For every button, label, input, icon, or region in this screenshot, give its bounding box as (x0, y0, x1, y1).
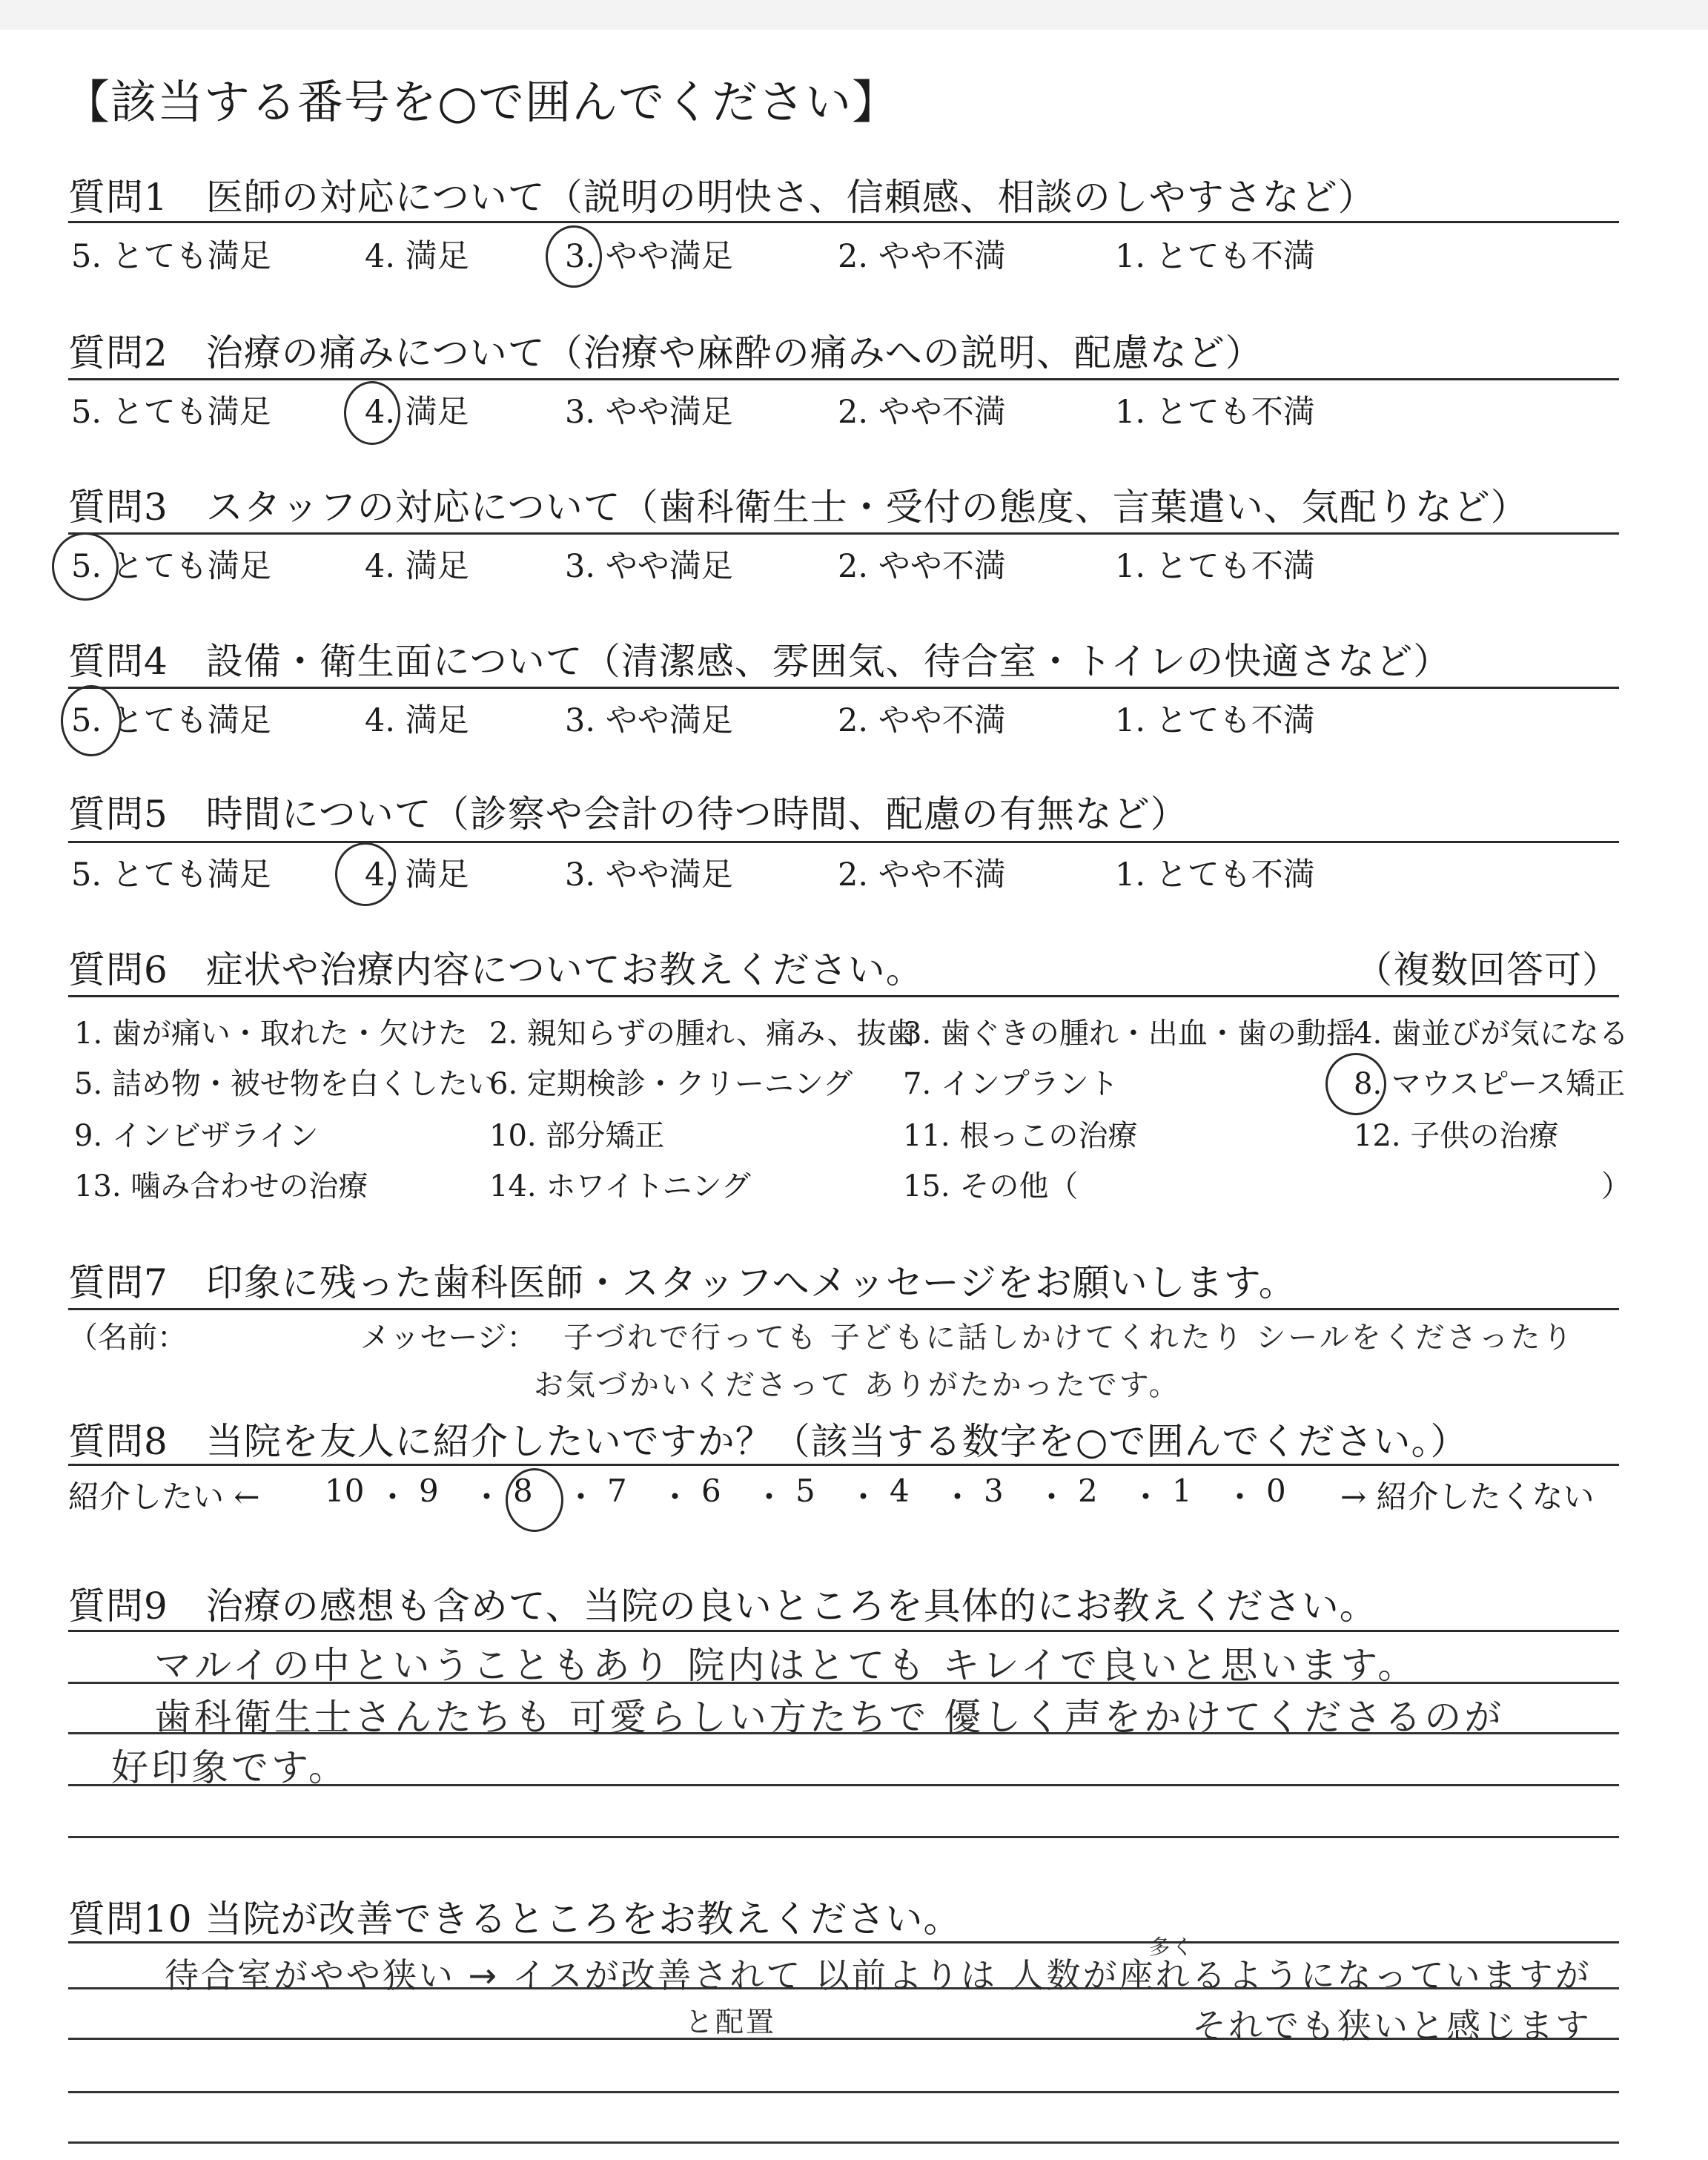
q8-selection-circle (506, 1468, 563, 1532)
q8-number-10[interactable]: 10 (325, 1473, 365, 1509)
q8-left-label: 紹介したい ← (68, 1479, 260, 1515)
q10-answer-line-3 (68, 2091, 1619, 2093)
q8-separator-dot: ・ (847, 1479, 879, 1516)
q3-option-4[interactable]: 4. 満足 (365, 548, 469, 585)
q6-option-4[interactable]: 4. 歯並びが気になる (1354, 1017, 1629, 1051)
q10-answer-text-1[interactable]: 待合室がやや狭い → イスが改善されて 以前よりは 人数が座れるようになっていますが (165, 1955, 1592, 1995)
q8-number-1[interactable]: 1 (1172, 1473, 1192, 1509)
q9-answer-text-2[interactable]: 歯科衛生士さんたちも 可愛らしい方たちで 優しく声をかけてくださるのが (154, 1696, 1505, 1739)
scan-top-band (0, 0, 1708, 30)
q6-option-11[interactable]: 11. 根っこの治療 (903, 1119, 1138, 1153)
q6-option-13[interactable]: 13. 噛み合わせの治療 (74, 1169, 368, 1203)
q8-number-6[interactable]: 6 (701, 1473, 721, 1509)
q9-answer-text-3[interactable]: 好印象です。 (111, 1746, 348, 1789)
q1-option-4[interactable]: 4. 満足 (365, 238, 469, 275)
q6-option-6[interactable]: 6. 定期検診・クリーニング (489, 1067, 853, 1101)
question-9-title: 質問9 治療の感想も含めて、当院の良いところを具体的にお教えください。 (68, 1585, 1377, 1628)
q3-option-1[interactable]: 1. とても不満 (1115, 548, 1315, 585)
q4-option-1[interactable]: 1. とても不満 (1115, 702, 1315, 739)
q8-number-7[interactable]: 7 (607, 1473, 627, 1509)
q2-option-5[interactable]: 5. とても満足 (71, 394, 271, 431)
question-10-title: 質問10 当院が改善できるところをお教えください。 (68, 1898, 961, 1941)
question-4-title: 質問4 設備・衛生面について（清潔感、雰囲気、待合室・トイレの快適さなど） (68, 640, 1452, 683)
q8-number-3[interactable]: 3 (984, 1473, 1004, 1509)
q10-answer-text-2[interactable]: それでも狭いと感じます (1192, 2006, 1592, 2046)
question-8-rule (68, 1464, 1619, 1466)
q6-option-8[interactable]: 8. マウスピース矯正 (1354, 1067, 1626, 1101)
q1-option-1[interactable]: 1. とても不満 (1115, 238, 1315, 275)
q3-selection-circle (52, 532, 119, 601)
q2-option-4[interactable]: 4. 満足 (365, 394, 469, 431)
question-6-rule (68, 995, 1619, 997)
q7-message-label: メッセージ： (360, 1321, 537, 1355)
q6-option-15-close: ） (1601, 1169, 1631, 1203)
q4-option-4[interactable]: 4. 満足 (365, 702, 469, 739)
q10-answer-line-4 (68, 2141, 1619, 2144)
q1-option-3[interactable]: 3. やや満足 (565, 238, 733, 275)
question-1-rule (68, 221, 1619, 223)
question-10-rule (68, 1941, 1619, 1943)
q8-separator-dot: ・ (753, 1479, 785, 1516)
q6-option-2[interactable]: 2. 親知らずの腫れ、痛み、抜歯 (489, 1017, 916, 1051)
q8-separator-dot: ・ (471, 1479, 503, 1516)
q2-option-1[interactable]: 1. とても不満 (1115, 394, 1315, 431)
q7-message-line-1[interactable]: 子づれで行っても 子どもに話しかけてくれたり シールをくださったり (563, 1321, 1575, 1355)
q4-selection-circle (61, 685, 122, 756)
q8-number-4[interactable]: 4 (890, 1473, 910, 1509)
q5-option-5[interactable]: 5. とても満足 (71, 856, 271, 894)
q1-option-2[interactable]: 2. やや不満 (838, 238, 1006, 275)
question-2-rule (68, 378, 1619, 380)
q6-option-12[interactable]: 12. 子供の治療 (1354, 1119, 1559, 1153)
q8-separator-dot: ・ (1224, 1479, 1256, 1516)
question-7-title: 質問7 印象に残った歯科医師・スタッフへメッセージをお願いします。 (68, 1261, 1297, 1304)
q8-number-8[interactable]: 8 (513, 1473, 533, 1509)
q8-separator-dot: ・ (1130, 1479, 1162, 1516)
q3-option-3[interactable]: 3. やや満足 (565, 548, 733, 585)
question-8-title: 質問8 当院を友人に紹介したいですか？（該当する数字を○で囲んでください。） (68, 1420, 1469, 1463)
q10-caret-note: と配置 (685, 2006, 777, 2038)
q5-option-1[interactable]: 1. とても不満 (1115, 856, 1315, 894)
question-5-title: 質問5 時間について（診察や会計の待つ時間、配慮の有無など） (68, 793, 1188, 836)
question-3-title: 質問3 スタッフの対応について（歯科衛生士・受付の態度、言葉遣い、気配りなど） (68, 486, 1529, 529)
q4-option-2[interactable]: 2. やや不満 (838, 702, 1006, 739)
q4-option-5[interactable]: 5. とても満足 (71, 702, 271, 739)
q6-option-9[interactable]: 9. インビザライン (74, 1119, 319, 1153)
q8-right-label: → 紹介したくない (1340, 1479, 1595, 1515)
q2-selection-circle (344, 381, 400, 445)
question-3-rule (68, 532, 1619, 535)
q2-option-3[interactable]: 3. やや満足 (565, 394, 733, 431)
q6-option-1[interactable]: 1. 歯が痛い・取れた・欠けた (74, 1017, 468, 1051)
page-title: 【該当する番号を○で囲んでください】 (64, 75, 899, 129)
q9-answer-line-4 (68, 1836, 1619, 1838)
q6-option-10[interactable]: 10. 部分矯正 (489, 1119, 665, 1153)
question-6-note: （複数回答可） (1355, 948, 1620, 991)
q10-above-note: 多く (1149, 1935, 1196, 1959)
q4-option-3[interactable]: 3. やや満足 (565, 702, 733, 739)
q2-option-2[interactable]: 2. やや不満 (838, 394, 1006, 431)
question-7-rule (68, 1308, 1619, 1310)
question-1-title: 質問1 医師の対応について（説明の明快さ、信頼感、相談のしやすさなど） (68, 176, 1376, 219)
q5-option-2[interactable]: 2. やや不満 (838, 856, 1006, 894)
q3-option-5[interactable]: 5. とても満足 (71, 548, 271, 585)
q5-option-4[interactable]: 4. 満足 (365, 856, 469, 894)
q9-answer-text-1[interactable]: マルイの中ということもあり 院内はとても キレイで良いと思います。 (154, 1644, 1418, 1687)
q6-selection-circle (1325, 1053, 1386, 1115)
question-9-rule (68, 1630, 1619, 1632)
q1-option-5[interactable]: 5. とても満足 (71, 238, 271, 275)
q8-separator-dot: ・ (941, 1479, 973, 1516)
q8-number-5[interactable]: 5 (795, 1473, 815, 1509)
q5-selection-circle (335, 842, 396, 906)
q1-selection-circle (546, 225, 602, 288)
q6-option-14[interactable]: 14. ホワイトニング (489, 1169, 751, 1203)
q8-number-2[interactable]: 2 (1078, 1473, 1098, 1509)
q5-option-3[interactable]: 3. やや満足 (565, 856, 733, 894)
question-6-title: 質問6 症状や治療内容についてお教えください。 (68, 948, 924, 991)
q3-option-2[interactable]: 2. やや不満 (838, 548, 1006, 585)
question-2-title: 質問2 治療の痛みについて（治療や麻酔の痛みへの説明、配慮など） (68, 331, 1263, 374)
q6-option-15[interactable]: 15. その他（ (903, 1169, 1079, 1203)
question-5-rule (68, 841, 1619, 843)
q6-option-7[interactable]: 7. インプラント (903, 1067, 1119, 1101)
q8-separator-dot: ・ (565, 1479, 597, 1516)
q8-separator-dot: ・ (659, 1479, 691, 1516)
q7-message-line-2[interactable]: お気づかいくださって ありがたかったです。 (534, 1368, 1181, 1402)
q8-number-9[interactable]: 9 (419, 1473, 439, 1509)
q8-separator-dot: ・ (377, 1479, 408, 1516)
question-4-rule (68, 687, 1619, 689)
q6-option-3[interactable]: 3. 歯ぐきの腫れ・出血・歯の動揺 (903, 1017, 1356, 1051)
q8-separator-dot: ・ (1036, 1479, 1068, 1516)
q8-number-0[interactable]: 0 (1266, 1473, 1286, 1509)
q7-name-label: （名前： (68, 1321, 187, 1355)
q6-option-5[interactable]: 5. 詰め物・被せ物を白くしたい (74, 1067, 497, 1101)
